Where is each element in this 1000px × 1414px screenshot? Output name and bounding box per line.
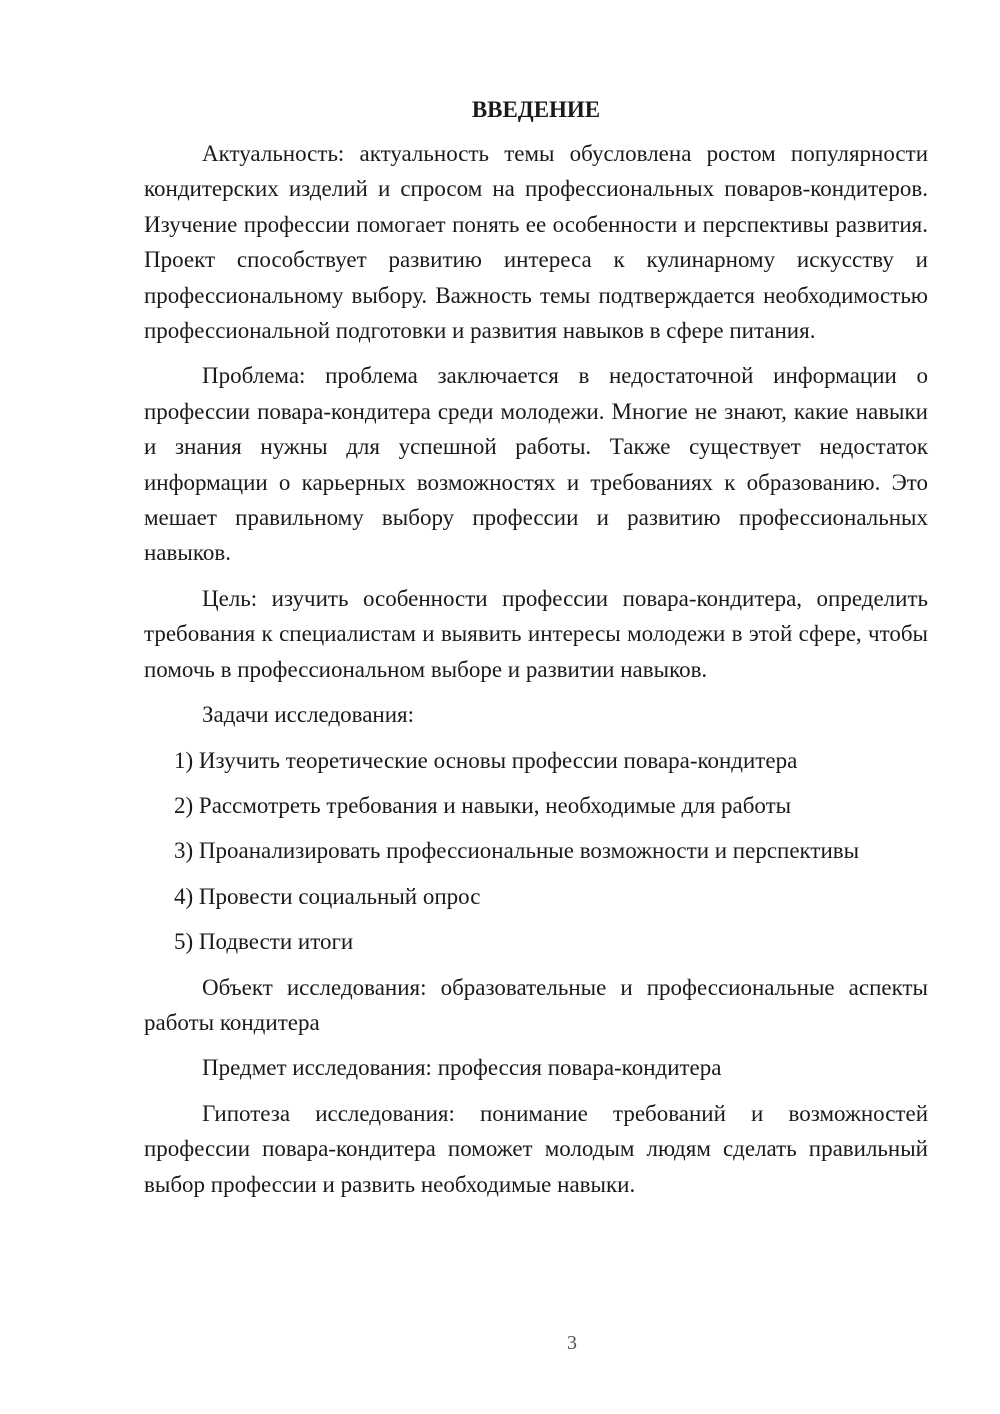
task-item: 5) Подвести итоги	[174, 929, 354, 955]
paragraph-object: Объект исследования: образовательные и профессиональные аспекты работы кондитера	[144, 974, 928, 1035]
paragraph-actuality: Актуальность: актуальность темы обусловлена ростом популярности кондитерских изделий и спросом на профессиональных поваров-кондитеров. Изучение профессии помогает понять ее особенности и перспективы развития. Проект способствует развитию интереса к кулинарному искусству и профессиональному выбору. Важность темы подтверждается необходимостью профессиональной подготовки и развития навыков в сфере питания.	[144, 141, 928, 344]
paragraph-subject: Предмет исследования: профессия повара-кондитера	[202, 1055, 722, 1081]
section-heading: ВВЕДЕНИЕ	[471, 97, 601, 122]
task-item: 4) Провести социальный опрос	[174, 883, 481, 909]
task-item: 2) Рассмотреть требования и навыки, необходимые для работы	[174, 792, 792, 818]
paragraph-goal: Цель: изучить особенности профессии повара-кондитера, определить требования к специалистам и выявить интересы молодежи в этой сфере, чтобы помочь в профессиональном выборе и развитии навыков.	[144, 585, 928, 682]
task-item: 1) Изучить теоретические основы профессии повара-кондитера	[174, 747, 798, 773]
page-number: 3	[567, 1332, 577, 1354]
task-item: 3) Проанализировать профессиональные возможности и перспективы	[174, 838, 860, 864]
tasks-heading: Задачи исследования:	[202, 702, 415, 728]
paragraph-problem: Проблема: проблема заключается в недостаточной информации о профессии повара-кондитера среди молодежи. Многие не знают, какие навыки и знания нужны для успешной работы. Также существует недостаток информации о карьерных возможностях и требованиях к образованию. Это мешает правильному выбору профессии и развитию профессиональных навыков.	[144, 363, 928, 566]
tasks-list	[144, 743, 928, 960]
paragraph-hypothesis: Гипотеза исследования: понимание требований и возможностей профессии повара-кондитера поможет молодым людям сделать правильный выбор профессии и развить необходимые навыки.	[144, 1100, 928, 1197]
page-content	[144, 92, 928, 1212]
